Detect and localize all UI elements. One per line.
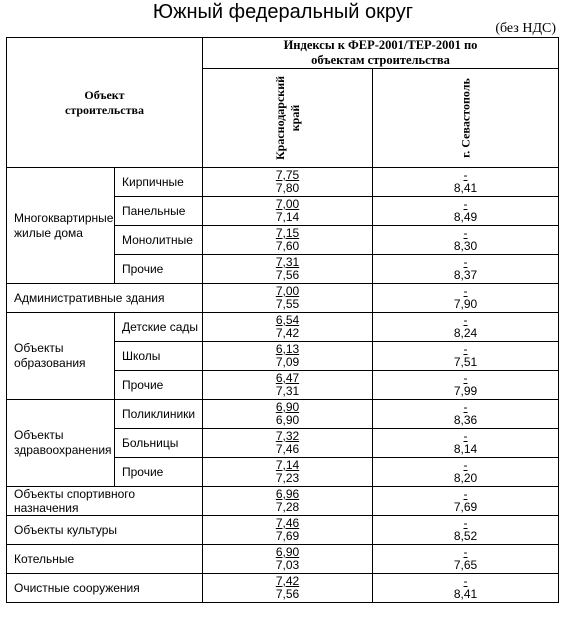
krasnodar-value [203,313,373,342]
object-label: Объекты спортивного назначения [7,487,203,516]
sevastopol-value [373,255,559,284]
krasnodar-value [203,342,373,371]
sevastopol-value-bottom: 8,52 [453,529,478,543]
sevastopol-value-top: - [463,313,468,327]
krasnodar-value-bottom: 7,09 [275,355,300,369]
sevastopol-value-top: - [463,400,468,414]
krasnodar-value [203,284,373,313]
header-indices: Индексы к ФЕР-2001/ТЕР-2001 по объектам строительства [203,38,559,69]
krasnodar-value [203,429,373,458]
krasnodar-value [203,255,373,284]
krasnodar-value [203,458,373,487]
subgroup-label: Поликлиники [115,400,203,429]
object-label: Котельные [7,545,203,574]
sevastopol-value-top: - [463,255,468,269]
krasnodar-value-top: 7,15 [275,226,300,240]
sevastopol-value-bottom: 8,41 [453,587,478,601]
sevastopol-value-bottom: 8,30 [453,239,478,253]
object-label: Очистные сооружения [7,574,203,603]
vat-note: (без НДС) [495,21,556,36]
table-row [7,284,559,313]
krasnodar-value-bottom: 7,03 [275,558,300,572]
object-label: Объекты культуры [7,516,203,545]
sevastopol-value-bottom: 8,41 [453,181,478,195]
sevastopol-value-top: - [463,342,468,356]
sevastopol-value [373,226,559,255]
krasnodar-value-top: 7,32 [275,429,300,443]
krasnodar-value-top: 6,90 [275,400,300,414]
krasnodar-value-top: 7,00 [275,197,300,211]
sevastopol-value [373,197,559,226]
sevastopol-value-bottom: 7,51 [453,355,478,369]
sevastopol-value-bottom: 7,90 [453,297,478,311]
krasnodar-value-bottom: 7,69 [275,529,300,543]
krasnodar-value-bottom: 7,28 [275,500,300,514]
group-label: Многоквартирные жилые дома [7,168,115,284]
krasnodar-value [203,545,373,574]
header-object: Объект строительства [7,38,203,168]
subgroup-label: Детские сады [115,313,203,342]
subgroup-label: Монолитные [115,226,203,255]
krasnodar-value [203,516,373,545]
sevastopol-value [373,284,559,313]
krasnodar-value-top: 7,46 [275,516,300,530]
table-row [7,574,559,603]
krasnodar-value-bottom: 7,60 [275,239,300,253]
sevastopol-value [373,342,559,371]
krasnodar-value-top: 6,90 [275,545,300,559]
krasnodar-value-top: 7,31 [275,255,300,269]
subgroup-label: Прочие [115,371,203,400]
sevastopol-value-top: - [463,516,468,530]
krasnodar-value-bottom: 7,42 [275,326,300,340]
krasnodar-value [203,168,373,197]
object-label: Административные здания [7,284,203,313]
sevastopol-value-bottom: 8,24 [453,326,478,340]
table-row [7,487,559,516]
sevastopol-value-bottom: 7,99 [453,384,478,398]
subgroup-label: Больницы [115,429,203,458]
krasnodar-value-bottom: 6,90 [275,413,300,427]
krasnodar-value-top: 7,14 [275,458,300,472]
krasnodar-value [203,574,373,603]
sevastopol-value [373,487,559,516]
table-row [7,168,559,197]
krasnodar-value-top: 7,00 [275,284,300,298]
sevastopol-value [373,458,559,487]
krasnodar-value-bottom: 7,56 [275,268,300,282]
krasnodar-value-bottom: 7,56 [275,587,300,601]
sevastopol-value-top: - [463,371,468,385]
sevastopol-value-bottom: 8,36 [453,413,478,427]
krasnodar-value-top: 7,42 [275,574,300,588]
sevastopol-value-bottom: 8,14 [453,442,478,456]
krasnodar-value [203,226,373,255]
sevastopol-value [373,400,559,429]
krasnodar-value-top: 6,13 [275,342,300,356]
sevastopol-value-top: - [463,487,468,501]
subgroup-label: Прочие [115,458,203,487]
sevastopol-value [373,371,559,400]
sevastopol-value [373,429,559,458]
krasnodar-value-top: 6,54 [275,313,300,327]
subgroup-label: Панельные [115,197,203,226]
header-sevastopol: г. Севастополь [373,69,559,168]
sevastopol-value-bottom: 8,49 [453,210,478,224]
subgroup-label: Кирпичные [115,168,203,197]
sevastopol-value [373,574,559,603]
sevastopol-value-top: - [463,545,468,559]
krasnodar-value-top: 7,75 [275,168,300,182]
sevastopol-value-top: - [463,284,468,298]
page-title: Южный федеральный округ [152,1,414,23]
sevastopol-value-bottom: 8,20 [453,471,478,485]
krasnodar-value [203,371,373,400]
table-row [7,516,559,545]
group-label: Объекты образования [7,313,115,400]
sevastopol-value [373,168,559,197]
sevastopol-value-bottom: 8,37 [453,268,478,282]
header-krasnodar: Краснодарский край [203,69,373,168]
krasnodar-value [203,400,373,429]
krasnodar-value-bottom: 7,14 [275,210,300,224]
sevastopol-value [373,545,559,574]
krasnodar-value-bottom: 7,31 [275,384,300,398]
table-row [7,400,559,429]
krasnodar-value-bottom: 7,55 [275,297,300,311]
krasnodar-value [203,487,373,516]
indices-table [6,37,559,603]
subgroup-label: Школы [115,342,203,371]
subgroup-label: Прочие [115,255,203,284]
table-row [7,313,559,342]
table-row [7,545,559,574]
sevastopol-value-bottom: 7,69 [453,500,478,514]
krasnodar-value-bottom: 7,80 [275,181,300,195]
krasnodar-value [203,197,373,226]
sevastopol-value-bottom: 7,65 [453,558,478,572]
sevastopol-value-top: - [463,429,468,443]
krasnodar-value-top: 6,47 [275,371,300,385]
sevastopol-value-top: - [463,226,468,240]
sevastopol-value-top: - [463,458,468,472]
sevastopol-value [373,313,559,342]
krasnodar-value-bottom: 7,23 [275,471,300,485]
krasnodar-value-bottom: 7,46 [275,442,300,456]
group-label: Объекты здравоохранения [7,400,115,487]
sevastopol-value-top: - [463,574,468,588]
krasnodar-value-top: 6,96 [275,487,300,501]
sevastopol-value [373,516,559,545]
sevastopol-value-top: - [463,197,468,211]
sevastopol-value-top: - [463,168,468,182]
